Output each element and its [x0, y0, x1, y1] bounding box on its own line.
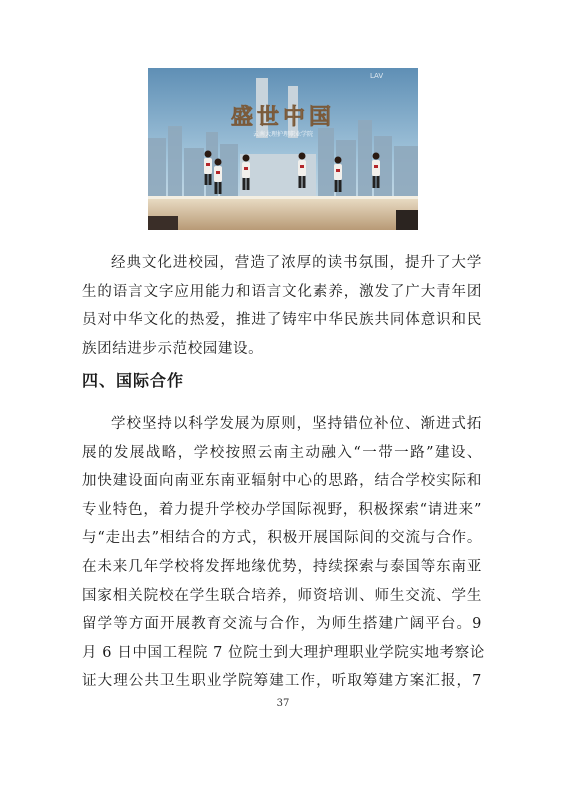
- stage-photo-illustration: [148, 68, 418, 230]
- paragraph-line: 生的语言文字应用能力和语言文化素养，激发了广大青年团: [82, 283, 482, 300]
- paragraph-line: 与“走出去”相结合的方式，积极开展国际间的交流与合作。: [82, 530, 482, 547]
- paragraph-line: 证大理公共卫生职业学院筹建工作，听取筹建方案汇报，7: [82, 673, 482, 690]
- stage-performance-photo: [148, 68, 418, 230]
- svg-text:LAV: LAV: [370, 72, 384, 80]
- banner-title: 盛世中国: [230, 104, 336, 130]
- page-number: 37: [276, 698, 290, 709]
- paragraph-line: 族团结进步示范校园建设。: [82, 340, 264, 357]
- paragraph-line: 展的发展战略，学校按照云南主动融入“一带一路”建设、: [82, 444, 482, 461]
- paragraph-cultural-activities: [82, 249, 482, 363]
- paragraph-line: 留学等方面开展教育交流与合作，为师生搭建广阔平台。9: [82, 616, 482, 633]
- banner-subtitle: 云南大理护理职业学院: [252, 131, 314, 138]
- paragraph-line: 专业特色，着力提升学校办学国际视野，积极探索“请进来”: [82, 501, 482, 518]
- paragraph-line: 学校坚持以科学发展为原则，坚持错位补位、渐进式拓: [111, 416, 482, 432]
- paragraph-line: 月 6 日中国工程院 7 位院士到大理护理职业学院实地考察论: [82, 644, 485, 661]
- paragraph-line: 国家相关院校在学生联合培养，师资培训、师生交流、学生: [82, 587, 482, 604]
- paragraph-international-cooperation: [82, 410, 485, 696]
- paragraph-line: 经典文化进校园，营造了浓厚的读书氛围，提升了大学: [111, 255, 482, 271]
- paragraph-line: 在未来几年学校将发挥地缘优势，持续探索与泰国等东南亚: [82, 558, 482, 575]
- paragraph-line: 加快建设面向南亚东南亚辐射中心的思路，结合学校实际和: [82, 473, 482, 490]
- paragraph-line: 员对中华文化的热爱，推进了铸牢中华民族共同体意识和民: [82, 312, 482, 329]
- section-heading: 四、国际合作: [82, 371, 185, 390]
